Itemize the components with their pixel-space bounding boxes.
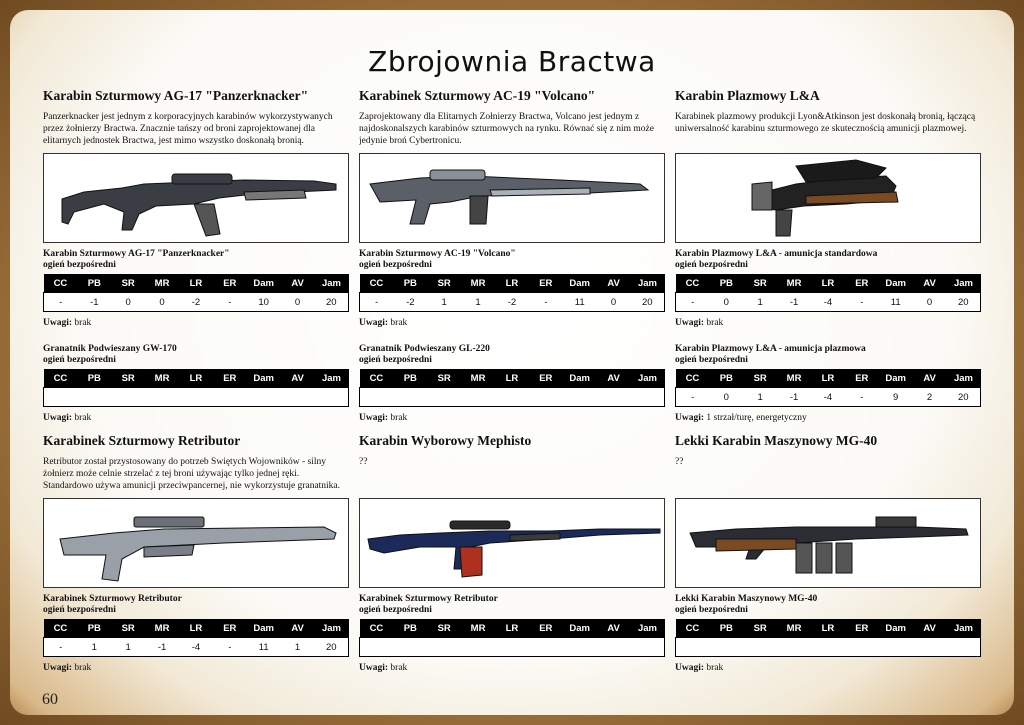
stat-cell <box>495 638 529 657</box>
stat-header: MR <box>145 274 179 293</box>
notes-label: Uwagi: <box>675 663 705 673</box>
stat-profile-name: Lekki Karabin Maszynowy MG-40 <box>675 594 818 604</box>
stat-cell: 1 <box>461 293 495 312</box>
stat-cell: 20 <box>315 293 349 312</box>
stat-header: ER <box>845 619 879 638</box>
notes-text: brak <box>390 413 408 423</box>
stat-header: Dam <box>247 369 281 388</box>
stat-header: MR <box>145 619 179 638</box>
stat-cell: -2 <box>179 293 213 312</box>
stat-cell: -4 <box>179 638 213 657</box>
stat-table <box>359 274 665 312</box>
stat-cell: 0 <box>913 293 947 312</box>
stat-header: AV <box>281 619 315 638</box>
stat-cell: - <box>213 293 247 312</box>
sniper-rifle-mephisto-image <box>359 498 665 588</box>
stat-header: Jam <box>631 274 665 293</box>
weapon-illustration-icon <box>676 499 980 587</box>
stat-cell <box>709 638 743 657</box>
stat-header: ER <box>529 274 563 293</box>
stat-header: ER <box>845 369 879 388</box>
stat-header: MR <box>461 369 495 388</box>
stat-cell: 20 <box>315 638 349 657</box>
stat-header: MR <box>461 274 495 293</box>
assault-carbine-ac19-image <box>359 153 665 243</box>
stat-cell: 0 <box>111 293 145 312</box>
stat-table <box>43 274 349 312</box>
stat-header: LR <box>179 274 213 293</box>
stat-cell <box>845 638 879 657</box>
stat-profile-name: Granatnik Podwieszany GW-170 <box>43 344 177 354</box>
stat-cell <box>777 638 811 657</box>
stat-cell: 0 <box>281 293 315 312</box>
stat-cell <box>461 388 495 407</box>
stat-cell: -4 <box>811 388 845 407</box>
stat-cell: 9 <box>879 388 913 407</box>
weapon-illustration-icon <box>44 499 348 587</box>
stat-cell <box>315 388 349 407</box>
stat-header: PB <box>393 369 427 388</box>
notes-label: Uwagi: <box>359 318 389 328</box>
notes-text: brak <box>74 318 92 328</box>
stat-header: ER <box>529 619 563 638</box>
stat-header: PB <box>709 369 743 388</box>
stat-cell <box>913 638 947 657</box>
weapon-description: Zaprojektowany dla Elitarnych Żołnierzy Bractwa, Volcano jest jednym z najdoskonalszych karabinów szturmowych na rynku. Równać się z nim może jedynie broń Cybertronicu. <box>359 112 654 146</box>
stat-header: Dam <box>247 274 281 293</box>
stat-header: LR <box>179 619 213 638</box>
stat-header: MR <box>777 274 811 293</box>
stat-cell: - <box>213 638 247 657</box>
stat-cell: -1 <box>777 293 811 312</box>
notes-label: Uwagi: <box>675 413 705 423</box>
notes-label: Uwagi: <box>675 318 705 328</box>
stat-header: LR <box>811 274 845 293</box>
stat-header: ER <box>529 369 563 388</box>
stat-cell <box>743 638 777 657</box>
stat-cell <box>77 388 111 407</box>
stat-fire-mode: ogień bezpośredni <box>43 260 116 270</box>
stat-cell <box>529 388 563 407</box>
stat-profile-name: Granatnik Podwieszany GL-220 <box>359 344 490 354</box>
stat-table <box>359 369 665 407</box>
stat-header: AV <box>913 369 947 388</box>
stat-header: LR <box>495 619 529 638</box>
stat-cell: -1 <box>145 638 179 657</box>
stat-cell: - <box>845 293 879 312</box>
stat-cell: 1 <box>427 293 461 312</box>
stat-cell <box>360 388 394 407</box>
weapon-description: Retributor został przystosowany do potrzeb Świętych Wojowników - silny żołnierz może celnie strzelać z tej broni używając tylko jednej ręki. Standardowo używa amunicji przeciwpancernej, nie wykorzystuje granatnika. <box>43 457 341 491</box>
notes-line <box>43 413 349 425</box>
stat-header: Dam <box>563 274 597 293</box>
stat-profile-name: Karabinek Szturmowy Retributor <box>359 594 498 604</box>
stat-header: SR <box>427 369 461 388</box>
stat-cell: 0 <box>709 388 743 407</box>
stat-header: CC <box>44 274 78 293</box>
stat-cell <box>811 638 845 657</box>
stat-header: AV <box>281 369 315 388</box>
stat-header: Jam <box>315 369 349 388</box>
stat-cell: 20 <box>947 293 981 312</box>
weapon-illustration-icon <box>676 154 980 242</box>
stat-cell <box>631 638 665 657</box>
stat-header: PB <box>709 619 743 638</box>
stat-cell <box>879 638 913 657</box>
stat-cell: -1 <box>777 388 811 407</box>
stat-header: LR <box>179 369 213 388</box>
stat-cell: 1 <box>111 638 145 657</box>
stat-header: MR <box>777 369 811 388</box>
weapon-illustration-icon <box>360 499 664 587</box>
stat-cell: - <box>360 293 394 312</box>
stat-cell: 11 <box>563 293 597 312</box>
stat-cell: 1 <box>743 293 777 312</box>
weapon-title: Lekki Karabin Maszynowy MG-40 <box>675 433 878 448</box>
stat-header: AV <box>913 274 947 293</box>
page-title: Zbrojownia Bractwa <box>368 45 656 78</box>
stat-cell: - <box>529 293 563 312</box>
weapon-title: Karabin Szturmowy AG-17 "Panzerknacker" <box>43 88 309 103</box>
notes-label: Uwagi: <box>359 663 389 673</box>
stat-cell <box>947 638 981 657</box>
stat-cell: -1 <box>77 293 111 312</box>
stat-header: ER <box>845 274 879 293</box>
stat-header: Dam <box>563 369 597 388</box>
stat-table <box>43 369 349 407</box>
stat-fire-mode: ogień bezpośredni <box>359 605 432 615</box>
stat-cell <box>495 388 529 407</box>
stat-profile-name: Karabin Szturmowy AG-17 "Panzerknacker" <box>43 249 230 259</box>
stat-header: LR <box>811 369 845 388</box>
stat-cell: 20 <box>947 388 981 407</box>
stat-table <box>43 619 349 657</box>
stat-cell <box>461 638 495 657</box>
stat-header: CC <box>676 619 710 638</box>
spacer <box>675 330 981 338</box>
weapon-block <box>675 433 981 675</box>
stat-cell <box>213 388 247 407</box>
stat-header: Jam <box>947 274 981 293</box>
stat-cell <box>631 388 665 407</box>
stat-header: LR <box>495 369 529 388</box>
weapon-block <box>43 433 349 675</box>
stat-fire-mode: ogień bezpośredni <box>43 605 116 615</box>
stat-header: Dam <box>563 619 597 638</box>
stat-cell <box>179 388 213 407</box>
stat-header: Dam <box>879 274 913 293</box>
assault-rifle-ag17-image <box>43 153 349 243</box>
stat-cell: -2 <box>495 293 529 312</box>
stat-header: ER <box>213 619 247 638</box>
stat-cell: -4 <box>811 293 845 312</box>
stat-profile-name: Karabin Plazmowy L&A - amunicja plazmowa <box>675 344 866 354</box>
stat-cell: - <box>676 293 710 312</box>
stat-cell: - <box>676 388 710 407</box>
stat-cell <box>281 388 315 407</box>
weapon-description: Karabinek plazmowy produkcji Lyon&Atkinson jest doskonałą bronią, łączącą uniwersalność karabinu szturmowego ze skutecznością amunicji plazmowej. <box>675 112 976 134</box>
weapon-illustration-icon <box>360 154 664 242</box>
notes-line <box>359 663 665 675</box>
stat-header: CC <box>360 369 394 388</box>
stat-cell <box>597 638 631 657</box>
stat-cell: -2 <box>393 293 427 312</box>
stat-header: PB <box>393 274 427 293</box>
notes-text: brak <box>74 663 92 673</box>
stat-header: SR <box>427 619 461 638</box>
stat-cell <box>247 388 281 407</box>
stat-cell <box>44 388 78 407</box>
stat-cell <box>393 388 427 407</box>
stat-header: SR <box>111 369 145 388</box>
stat-header: CC <box>44 619 78 638</box>
weapon-description: ?? <box>359 457 368 467</box>
stat-header: AV <box>597 619 631 638</box>
stat-header: AV <box>597 369 631 388</box>
stat-cell: 10 <box>247 293 281 312</box>
stat-header: CC <box>360 619 394 638</box>
stat-header: SR <box>743 619 777 638</box>
stat-header: AV <box>913 619 947 638</box>
notes-text: brak <box>706 318 724 328</box>
page-number: 60 <box>42 691 58 708</box>
stat-profile-name: Karabinek Szturmowy Retributor <box>43 594 182 604</box>
stat-cell: 1 <box>77 638 111 657</box>
retributor-carbine-image <box>43 498 349 588</box>
stat-cell: 11 <box>879 293 913 312</box>
notes-line <box>359 413 665 425</box>
stat-cell <box>427 388 461 407</box>
notes-label: Uwagi: <box>43 413 73 423</box>
stat-header: PB <box>77 369 111 388</box>
stat-header: PB <box>77 619 111 638</box>
stat-fire-mode: ogień bezpośredni <box>675 260 748 270</box>
stat-header: Dam <box>879 619 913 638</box>
stat-fire-mode: ogień bezpośredni <box>359 355 432 365</box>
notes-text: brak <box>390 663 408 673</box>
stat-profile-name: Karabin Plazmowy L&A - amunicja standardowa <box>675 249 878 259</box>
stat-cell <box>427 638 461 657</box>
weapon-description: ?? <box>675 457 684 467</box>
stat-cell <box>597 388 631 407</box>
weapon-block <box>359 433 665 675</box>
stat-header: ER <box>213 369 247 388</box>
notes-label: Uwagi: <box>43 318 73 328</box>
weapon-illustration-icon <box>44 154 348 242</box>
weapon-block <box>675 88 981 425</box>
notes-line <box>43 318 349 330</box>
notes-line <box>43 663 349 675</box>
weapon-title: Karabin Plazmowy L&A <box>675 88 820 103</box>
stat-profile-name: Karabin Szturmowy AC-19 "Volcano" <box>359 249 516 259</box>
stat-header: Jam <box>947 619 981 638</box>
stat-header: LR <box>495 274 529 293</box>
stat-header: MR <box>145 369 179 388</box>
plasma-rifle-image <box>675 153 981 243</box>
stat-cell: 0 <box>597 293 631 312</box>
stat-header: AV <box>597 274 631 293</box>
stat-cell <box>676 638 710 657</box>
stat-header: SR <box>743 274 777 293</box>
stat-cell: 0 <box>145 293 179 312</box>
stat-header: PB <box>77 274 111 293</box>
stat-cell: 1 <box>281 638 315 657</box>
weapon-block <box>359 88 665 425</box>
stat-fire-mode: ogień bezpośredni <box>359 260 432 270</box>
stat-cell: 11 <box>247 638 281 657</box>
notes-line <box>675 413 981 425</box>
stat-header: CC <box>360 274 394 293</box>
stat-cell <box>111 388 145 407</box>
weapon-description: Panzerknacker jest jednym z korporacyjnych karabinów wykorzystywanych przez żołnierzy Bractwa. Znacznie tańszy od broni zaprojektowanej dla elitarnych jednostek Bractwa, jest mimo wszystko doskonałą bronią. <box>43 112 333 146</box>
notes-label: Uwagi: <box>43 663 73 673</box>
stat-fire-mode: ogień bezpośredni <box>675 605 748 615</box>
notes-text: brak <box>74 413 92 423</box>
stat-header: Dam <box>879 369 913 388</box>
stat-cell <box>145 388 179 407</box>
weapon-title: Karabinek Szturmowy AC-19 "Volcano" <box>359 88 596 103</box>
stat-header: Jam <box>631 619 665 638</box>
stat-table <box>675 619 981 657</box>
notes-text: brak <box>390 318 408 328</box>
stat-cell <box>529 638 563 657</box>
stat-cell: - <box>44 638 78 657</box>
stat-header: MR <box>777 619 811 638</box>
stat-header: CC <box>676 369 710 388</box>
stat-header: SR <box>111 274 145 293</box>
notes-line <box>675 663 981 675</box>
stat-cell <box>360 638 394 657</box>
notes-text: 1 strzał/turę, energetyczny <box>706 413 807 423</box>
stat-cell: 2 <box>913 388 947 407</box>
weapon-block <box>43 88 349 425</box>
stat-cell: 1 <box>743 388 777 407</box>
stat-header: Jam <box>947 369 981 388</box>
notes-label: Uwagi: <box>359 413 389 423</box>
notes-text: brak <box>706 663 724 673</box>
stat-header: PB <box>393 619 427 638</box>
weapon-title: Karabin Wyborowy Mephisto <box>359 433 532 448</box>
stat-table <box>675 274 981 312</box>
stat-header: Dam <box>247 619 281 638</box>
spacer <box>43 330 349 338</box>
stat-header: SR <box>743 369 777 388</box>
notes-line <box>675 318 981 330</box>
stat-cell <box>393 638 427 657</box>
stat-header: Jam <box>315 619 349 638</box>
stat-cell: - <box>845 388 879 407</box>
stat-cell: - <box>44 293 78 312</box>
stat-fire-mode: ogień bezpośredni <box>43 355 116 365</box>
stat-table <box>359 619 665 657</box>
light-machine-gun-mg40-image <box>675 498 981 588</box>
spacer <box>359 330 665 338</box>
stat-header: ER <box>213 274 247 293</box>
stat-header: PB <box>709 274 743 293</box>
stat-header: AV <box>281 274 315 293</box>
stat-header: SR <box>111 619 145 638</box>
weapon-title: Karabinek Szturmowy Retributor <box>43 433 241 448</box>
stat-cell <box>563 638 597 657</box>
stat-header: CC <box>676 274 710 293</box>
notes-line <box>359 318 665 330</box>
stat-header: Jam <box>631 369 665 388</box>
stat-header: LR <box>811 619 845 638</box>
stat-cell: 20 <box>631 293 665 312</box>
stat-cell <box>563 388 597 407</box>
stat-cell: 0 <box>709 293 743 312</box>
stat-header: Jam <box>315 274 349 293</box>
stat-header: MR <box>461 619 495 638</box>
stat-header: SR <box>427 274 461 293</box>
stat-header: CC <box>44 369 78 388</box>
stat-fire-mode: ogień bezpośredni <box>675 355 748 365</box>
stat-table <box>675 369 981 407</box>
